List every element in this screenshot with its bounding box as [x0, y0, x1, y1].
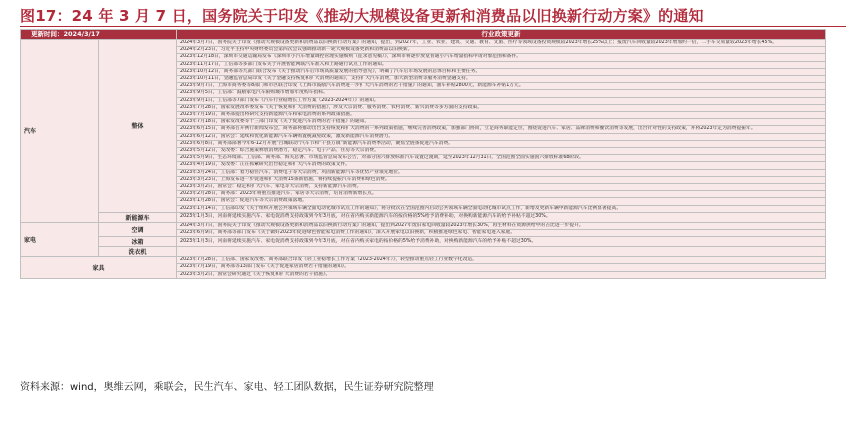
policy-table: [20, 29, 826, 279]
policy-text: 2023年5月12日，发改委：综合施策释放消费潜力，稳定汽车、电子产品、住房等大宗消费。: [177, 148, 826, 155]
policy-text: 2023年3月23日，上海发布进一步促进和扩大消费15条新措施，将持续提振汽车消费和绿色消费。: [177, 176, 826, 183]
policy-text: 2024年3月7日，国务院关于印发《推动大规模设备更新和消费品以旧换新行动方案》的通知，提出，到2027年，工业、农业、建筑、交通、教育、文旅、医疗等领域设备投资规模较2023年增长25%以上；报废汽车回收量较2023年增加约一倍，二手车交易量较2023年增长45%。: [177, 40, 826, 47]
source-note: 资料来源：wind，奥维云网，乘联会，民生汽车、家电、轻工团队数据，民生证券研究院整理: [20, 382, 434, 393]
table-header-row: [21, 30, 826, 40]
subcategory-overall: 整体: [99, 40, 177, 213]
policy-text: [177, 247, 826, 257]
policy-text: 2023年6月8日，商务部部署今年6-12月开展"百城联动"汽车节和"千县万镇"新能源汽车消费季活动，聚焦全链条促进汽车消费。: [177, 140, 826, 147]
policy-text: 2023年7月18日，国家发改委等十三部门印发《关于促进汽车消费的若干措施》的通知。: [177, 119, 826, 126]
policy-text: 2023年3月2日，国常会研究通过《关于恢复和扩大消费的若干措施》。: [177, 271, 826, 278]
subcategory-nev: 新能源车: [99, 212, 177, 222]
table-row: [21, 40, 826, 47]
table-row: [21, 257, 826, 264]
policy-text: 2023年10月12日，商务部等九部门联合发布《关于推动汽车后市场高质量发展的指导意见》，明确了汽车后市场发展的总体目标和主要任务。: [177, 68, 826, 75]
policy-text: 2023年10月11日，金融监管总局印发《关于金融支持恢复和扩大消费的通知》，支持扩大汽车消费，加大新型消费等服务消费金融支持。: [177, 76, 826, 83]
policy-text: 2023年5月9日，生态环境部、工信部、商务部、海关总署、市场监管总局发布公告，对部分国六排放标准汽车设置过渡期，延至2023年12月31日，全国范围全面实施国六排放标准6b阶段。: [177, 155, 826, 162]
update-time-header: 更新时间：2024/3/17: [21, 30, 177, 40]
policy-text: 2023年7月28日，国家发展改革委发布《关于恢复和扩大消费的措施》，涉及大宗消费、服务消费、农村消费、新兴消费等多方面的支持政策。: [177, 104, 826, 111]
policy-text: 2023年9月7日，上海市商务委等8部门和市区联合印发《上海市鼓励汽车消费进一步扩大汽车消费的若干措施》的通知，油车补贴2800元，新能源车补贴1万元。: [177, 83, 826, 90]
table-row: [21, 222, 826, 229]
title-rule: [20, 26, 846, 27]
category-appliance: 家电: [21, 222, 99, 256]
policy-text: 2024年2月23日，习近平主持中央财经委员会第四次会议强调推动新一轮大规模设备更新和消费品以旧换新。: [177, 47, 826, 54]
policy-text: 2023年2月28日，商务部：2023年将重点推进汽车、家居等大宗消费，培育消费新增长点。: [177, 191, 826, 198]
policy-text: 2023年3月24日，工信部：着力稳住汽车、消费电子等大宗消费，巩固新能源汽车等优势产业领先地位。: [177, 169, 826, 176]
policy-text: 2023年1月3日，河南将延续实施汽车、家电促消费支持政策到今年3月底，对在省内购买家电的按价格的5%给予消费补助，对换购新能源汽车的给予补贴不超过30%。: [177, 237, 826, 247]
category-furniture: 家具: [21, 257, 177, 279]
figure-title: 图17：24 年 3 月 7 日，国务院关于印发《推动大规模设备更新和消费品以旧换新行动方案》的通知: [20, 7, 704, 25]
table-row: [21, 247, 826, 257]
policy-text: 2023年1月3日，河南将延续实施汽车、家电促消费支持政策到今年3月底，对在省内购买新能源汽车的按价格的5%给予消费补助，对换购新能源汽车的给予补贴不超过30%。: [177, 212, 826, 222]
table-row: [21, 212, 826, 222]
policy-text: 2023年11月17日，工信部等多部门发布关于开展智能网联汽车准入和上路通行试点工作的通知。: [177, 61, 826, 68]
policy-text: 2024年3月7日，国务院关于印发《推动大规模设备更新和消费品以旧换新行动方案》的通知，提出到2027年废旧家电回收量较2023年增长30%，再生材料在资源供给中的占比进一步提升。: [177, 222, 826, 229]
policy-text: 2023年12月18日，深圳市交通运输局发布《深圳市小汽车增量调控管理实施细则（征求意见稿）》，深圳市将逐步放宽普通小汽车增量指标申请对象范围和条件。: [177, 54, 826, 61]
policy-text: 2023年7月19日，商务部提出将研究支持新能源汽车和家电消费的系列政策措施。: [177, 112, 826, 119]
policy-text: 2023年4月19日，发改委：正在抓紧研究出台稳定和扩大汽车消费的政策文件。: [177, 162, 826, 169]
policy-text: 2023年6月9日，商务部等部门发布《关于做好2023年促进绿色智能家电消费工作的通知》，深入开展家电以旧换新，积极推进绿色家电、智能家电进入家庭。: [177, 230, 826, 237]
subcategory-fridge: 冰箱: [99, 237, 177, 247]
policy-text: 2023年9月1日，工信部等7部门发布《汽车行业稳增长工作方案（2023-2024年）》的通知。: [177, 97, 826, 104]
policy-text: 2023年9月5日，工信部：鼓励家电汽车限购城市增加年度购车指标。: [177, 90, 826, 97]
policy-text: 2023年6月12日，国常会：延续和优化新能源汽车车辆购置税减免政策，激发新能源汽车消费潜力。: [177, 133, 826, 140]
policy-text: 2023年1月14日，工信部印发《关于组织开展公共领域车辆全面电动化城市试点工作的通知》，将分批次在全国范围内启动公共领域车辆全面电动化城市试点工作，新增及更新车辆中新能源汽车比例显著提高。: [177, 205, 826, 212]
policy-text: 2023年7月28日，工信部、国家发改委、商务部联合印发《轻工业稳增长工作方案（2023-2024年）》，转型推动重点轻工行业数字化改造。: [177, 257, 826, 264]
policy-header: 行业政策更新: [177, 30, 826, 40]
table-row: [21, 237, 826, 247]
table-body: [21, 40, 826, 279]
policy-text: 2023年3月2日，国常会：稳定和扩大汽车、家电等大宗消费，支持新能源汽车消费。: [177, 184, 826, 191]
policy-text: 2023年1月28日，国常会：促进汽车等大宗消费政策落地。: [177, 198, 826, 205]
category-auto: 汽车: [21, 40, 99, 223]
subcategory-washer: 洗衣机: [99, 247, 177, 257]
subcategory-ac: 空调: [99, 222, 177, 236]
policy-text: 2023年7月19日，商务部等13部门发布《关于促进家居消费若干措施的通知》。: [177, 264, 826, 271]
policy-text: 2023年6月15日，商务部召开例行新闻发布会，商务部将推动出台支持恢复和扩大消费的一系列政策措施，继续完善消费政策，加强部门协同，立足商务职能定位，围绕促进汽车、家居、品牌消费和餐饮消费等发展，出台针对性的支持政策，并将2023年定为消费提振年。: [177, 126, 826, 133]
